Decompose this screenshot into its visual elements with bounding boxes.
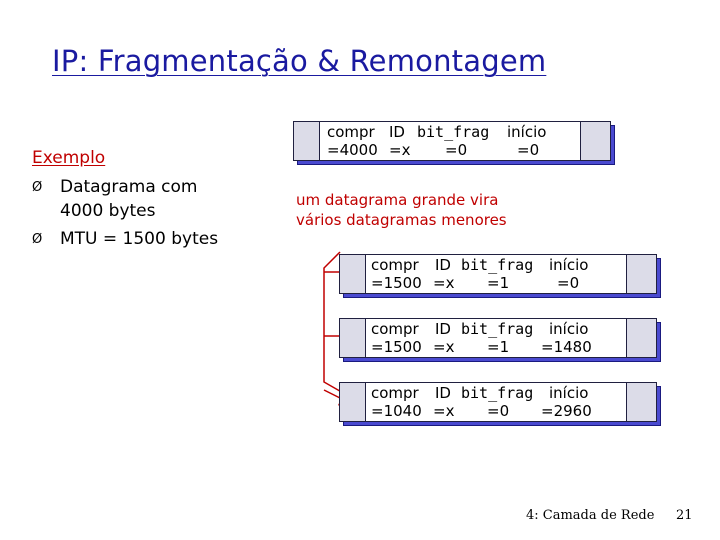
flag-value: =1 [487,274,510,292]
length-label: compr [371,256,419,274]
bullet-arrow-icon: Ø [32,232,43,247]
length-value: =1500 [371,274,422,292]
length-label: compr [371,320,419,338]
flag-value: =1 [487,338,510,356]
offset-value: =2960 [541,402,592,420]
note-line: um datagrama grande vira [296,191,499,209]
bullet-text: MTU = 1500 bytes [60,229,219,249]
id-value: =x [389,141,411,159]
id-value: =x [433,338,455,356]
offset-value: =0 [517,141,540,159]
offset-label: início [549,256,589,274]
offset-label: início [549,320,589,338]
flag-value: =0 [487,402,510,420]
id-value: =x [433,402,455,420]
length-label: compr [327,123,375,141]
flag-label: bit_frag [417,123,490,141]
footer-chapter: 4: Camada de Rede [526,508,655,523]
id-value: =x [433,274,455,292]
fragment-header [339,318,657,358]
page-number: 21 [676,508,693,523]
length-value: =1040 [371,402,422,420]
id-label: ID [435,320,451,338]
length-value: =1500 [371,338,422,356]
offset-value: =1480 [541,338,592,356]
flag-label: bit_frag [461,384,534,402]
fragment-header [339,382,657,422]
flag-label: bit_frag [461,256,534,274]
id-label: ID [389,123,405,141]
id-label: ID [435,256,451,274]
length-label: compr [371,384,419,402]
flag-label: bit_frag [461,320,534,338]
offset-value: =0 [557,274,580,292]
bullet-text: Datagrama com [60,177,198,197]
flag-value: =0 [445,141,468,159]
length-value: =4000 [327,141,378,159]
bullet-arrow-icon: Ø [32,180,43,195]
offset-label: início [549,384,589,402]
id-label: ID [435,384,451,402]
offset-label: início [507,123,547,141]
fragment-header [339,254,657,294]
slide-title: IP: Fragmentação & Remontagem [52,44,547,78]
bullet-text: 4000 bytes [60,201,156,221]
example-heading: Exemplo [32,148,106,168]
note-line: vários datagramas menores [296,211,507,229]
